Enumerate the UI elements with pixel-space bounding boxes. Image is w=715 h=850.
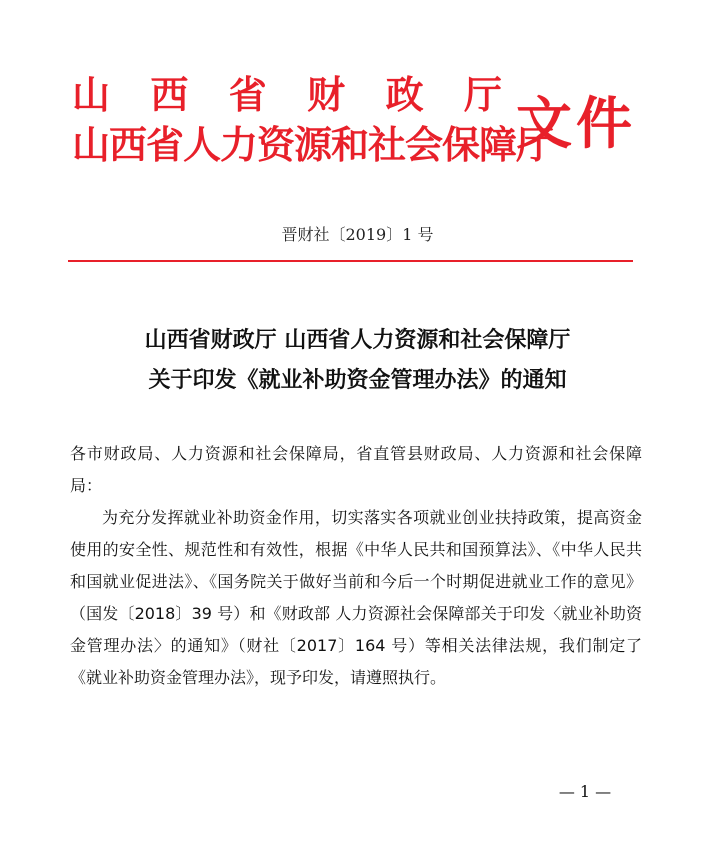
issuer-line-2: 山西省人力资源和社会保障厅 [72, 122, 554, 167]
title-line-2: 关于印发《就业补助资金管理办法》的通知 [148, 367, 567, 393]
issuer-char: 山 [72, 72, 111, 117]
issuer-char: 财 [307, 72, 346, 117]
issuer-line-1 [72, 72, 502, 118]
red-divider-line [68, 260, 633, 262]
issuer-char: 厅 [463, 72, 502, 117]
title-line-1: 山西省财政厅 山西省人力资源和社会保障厅 [144, 327, 571, 353]
document-number: 晋财社〔2019〕1 号 [281, 225, 434, 244]
body-paragraph: 为充分发挥就业补助资金作用，切实落实各项就业创业扶持政策，提高资金使用的安全性、规范性和有效性，根据《中华人民共和国预算法》、《中华人民共和国就业促进法》、《国务院关于做好当前和今后一个时期促进就业工作的意见》（国发〔2018〕39 号）和《财政部 人力资源社会保障部关于印发〈就业补助资金管理办法〉的通知》（财社〔2017〕164 号）等相关法律法规，我们制定了《就业补助资金管理办法》，现予印发，请遵照执行。 [70, 508, 642, 687]
document-type-label: 文件 [516, 91, 636, 157]
document-header [0, 0, 715, 180]
page-number: — 1 — [558, 782, 612, 801]
issuer-char: 西 [150, 72, 189, 117]
issuer-char: 省 [228, 72, 267, 117]
document-body [70, 438, 642, 694]
issuer-char: 政 [385, 72, 424, 117]
addressee: 各市财政局、人力资源和社会保障局，省直管县财政局、人力资源和社会保障局： [70, 444, 642, 495]
document-title [40, 320, 675, 400]
